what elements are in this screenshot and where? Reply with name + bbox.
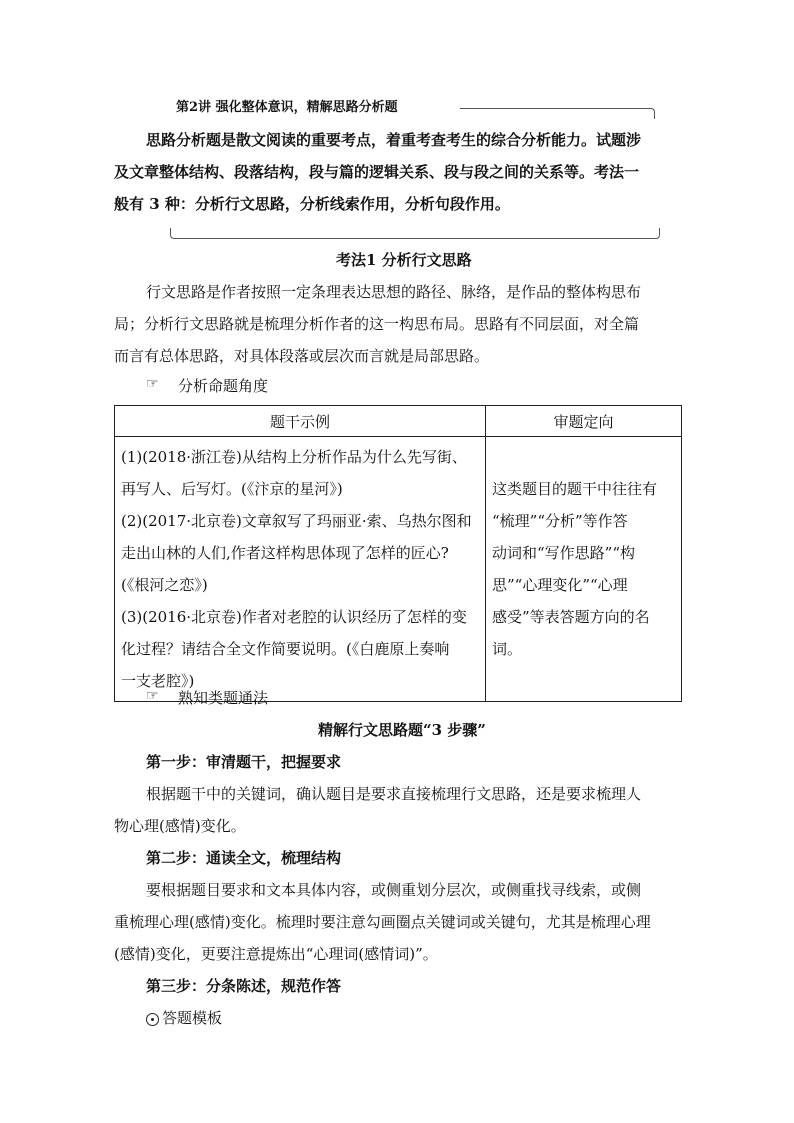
table-header-col1: 题干示例 [115, 406, 486, 437]
orientation-line: 感受”等表答题方向的名 [492, 608, 650, 626]
step1-title: 第一步：审清题干，把握要求 [146, 753, 342, 771]
example-line: 走出山林的人们,作者这样构思体现了怎样的匠心? [121, 544, 449, 562]
section-para-line-3: 而言有总体思路，对具体段落或层次而言就是局部思路。 [114, 347, 490, 365]
pointing-hand-icon: ☞ [146, 376, 159, 392]
method-label: 熟知类题通法 [178, 689, 269, 707]
intro-line-3: 般有 3 种：分析行文思路，分析线索作用，分析句段作用。 [114, 195, 510, 213]
table-cell-orientation [486, 437, 682, 702]
orientation-line: 词。 [492, 640, 523, 658]
intro-line-1: 思路分析题是散文阅读的重要考点，着重考查考生的综合分析能力。试题涉 [146, 131, 642, 149]
example-line: 化过程？请结合全文作简要说明。(《白鹿原上奏响 [121, 640, 450, 658]
angle-label: 分析命题角度 [178, 377, 269, 395]
section-para-line-1: 行文思路是作者按照一定条理表达思想的路径、脉络，是作品的整体构思布 [146, 283, 642, 301]
table-cell-examples [115, 437, 486, 702]
question-table [114, 405, 682, 702]
target-circle-icon [146, 1013, 159, 1026]
step1-line-1: 根据题干中的关键词，确认题目是要求直接梳理行文思路，还是要求梳理人 [146, 785, 642, 803]
pointing-hand-icon: ☞ [146, 688, 159, 704]
intro-line-2: 及文章整体结构、段落结构，段与篇的逻辑关系、段与段之间的关系等。考法一 [114, 163, 640, 181]
table-row [115, 437, 682, 702]
orientation-line: 动词和“写作思路”“构 [492, 544, 636, 562]
section-title: 考法1 分析行文思路 [336, 251, 472, 269]
orientation-line: “梳理”“分析”等作答 [492, 512, 628, 530]
step1-line-2: 物心理(感情)变化。 [114, 817, 246, 835]
header-rule [460, 108, 655, 119]
orientation-line: 思”“心理变化”“心理 [492, 576, 628, 594]
step2-line-1: 要根据题目要求和文本具体内容，或侧重划分层次，或侧重找寻线索，或侧 [146, 881, 642, 899]
step2-line-3: (感情)变化，更要注意提炼出“心理词(感情词)”。 [114, 945, 438, 963]
template-label: 答题模板 [162, 1009, 223, 1027]
example-line: (2)(2017·北京卷)文章叙写了玛丽亚·索、乌热尔图和 [121, 512, 472, 530]
intro-bottom-rule [170, 228, 660, 239]
table-header-row [115, 406, 682, 437]
step3-title: 第三步：分条陈述，规范作答 [146, 977, 342, 995]
section-para-line-2: 局；分析行文思路就是梳理分析作者的这一构思布局。思路有不同层面，对全篇 [114, 315, 640, 333]
step2-title: 第二步：通读全文，梳理结构 [146, 849, 342, 867]
example-line: 一支老腔》) [121, 672, 195, 690]
example-line: 再写人、后写灯。(《汴京的星河》) [121, 480, 343, 498]
step2-line-2: 重梳理心理(感情)变化。梳理时要注意勾画圈点关键词或关键句，尤其是梳理心理 [114, 913, 651, 931]
orientation-line: 这类题目的题干中往往有 [492, 480, 658, 498]
section-header: 第2讲 强化整体意识，精解思路分析题 [176, 100, 398, 115]
example-line: (1)(2018·浙江卷)从结构上分析作品为什么先写街、 [121, 448, 467, 466]
example-line: (《根河之恋》) [121, 576, 208, 594]
example-line: (3)(2016·北京卷)作者对老腔的认识经历了怎样的变 [121, 608, 467, 626]
table-header-col2: 审题定向 [486, 406, 682, 437]
method-title: 精解行文思路题“3 步骤” [318, 721, 486, 739]
